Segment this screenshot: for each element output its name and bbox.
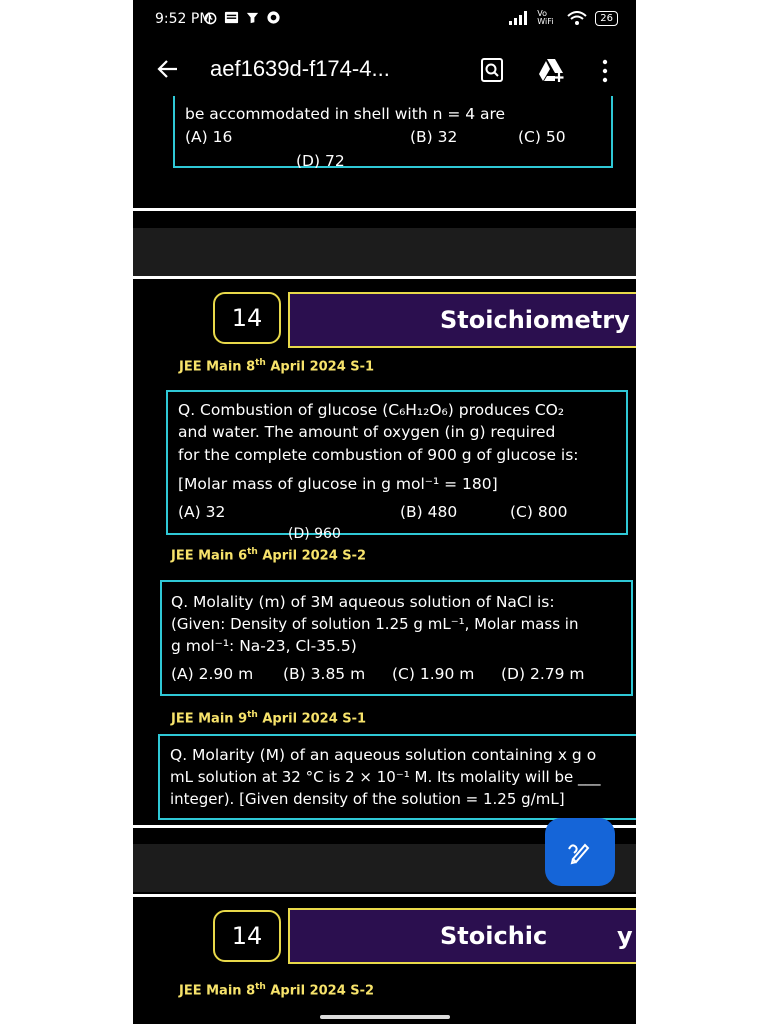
battery-indicator: 26 [595, 11, 618, 26]
chapter-title-box [288, 908, 636, 964]
option-d: (D) 2.79 m [501, 665, 585, 683]
page-divider [133, 276, 636, 279]
option-c: (C) 50 [518, 128, 566, 146]
page-divider [133, 894, 636, 897]
status-bar [133, 0, 636, 42]
question-line: and water. The amount of oxygen (in g) required [178, 423, 556, 441]
prev-question-text: be accommodated in shell with n = 4 are [185, 105, 506, 123]
annotate-button[interactable] [545, 818, 615, 886]
question-line: integer). [Given density of the solution = 1.25 g/mL] [170, 790, 565, 808]
chapter-title-end: y [617, 922, 633, 950]
question-line: for the complete combustion of 900 g of glucose is: [178, 446, 579, 464]
chat-icon [266, 10, 281, 25]
option-a: (A) 2.90 m [171, 665, 254, 683]
app-bar [133, 42, 636, 100]
vowifi-label: Vo WiFi [537, 9, 554, 26]
option-c: (C) 800 [510, 503, 568, 521]
question-line: [Molar mass of glucose in g mol⁻¹ = 180] [178, 475, 498, 493]
more-options-icon[interactable] [601, 59, 609, 83]
chapter-number-box [213, 292, 281, 344]
option-c: (C) 1.90 m [392, 665, 475, 683]
question-line: g mol⁻¹: Na-23, Cl-35.5) [171, 637, 357, 655]
question-line: mL solution at 32 °C is 2 × 10⁻¹ M. Its molality will be ___ [170, 768, 601, 786]
question-line: (Given: Density of solution 1.25 g mL⁻¹, Molar mass in [171, 615, 579, 633]
page-gap [133, 228, 636, 276]
signal-icon [509, 11, 529, 25]
exam-tag: JEE Main 9th April 2024 S-1 [171, 710, 367, 727]
status-notification-icons [203, 10, 281, 25]
option-d: (D) 72 [296, 152, 345, 170]
question-line: Q. Combustion of glucose (C₆H₁₂O₆) produces CO₂ [178, 401, 565, 419]
page-divider [133, 208, 636, 211]
option-d: (D) 960 [288, 526, 341, 542]
back-arrow-icon[interactable] [155, 56, 181, 82]
question-line: Q. Molality (m) of 3M aqueous solution of NaCl is: [171, 593, 555, 611]
search-in-document-icon[interactable] [479, 57, 505, 83]
option-b: (B) 32 [410, 128, 458, 146]
exam-tag: JEE Main 8th April 2024 S-2 [179, 982, 375, 999]
screen-icon [224, 10, 239, 25]
wifi-icon [567, 11, 587, 26]
option-a: (A) 32 [178, 503, 226, 521]
chapter-title: Stoichiometry [440, 306, 630, 334]
gesture-navigation-bar[interactable] [320, 1015, 450, 1019]
chapter-number: 14 [231, 304, 263, 332]
add-to-drive-icon[interactable] [538, 57, 566, 83]
edit-pen-icon [565, 837, 595, 867]
chapter-title-box [288, 292, 636, 348]
chapter-number: 14 [231, 922, 263, 950]
status-system-icons [509, 10, 618, 26]
chapter-title-start: Stoichic [440, 922, 548, 950]
chapter-number-box [213, 910, 281, 962]
question-line: Q. Molarity (M) of an aqueous solution containing x g o [170, 746, 597, 764]
exam-tag: JEE Main 8th April 2024 S-1 [179, 358, 375, 375]
alarm-icon [203, 10, 218, 25]
exam-tag: JEE Main 6th April 2024 S-2 [171, 547, 367, 564]
option-b: (B) 3.85 m [283, 665, 366, 683]
document-title: aef1639d-f174-4... [210, 56, 390, 81]
option-a: (A) 16 [185, 128, 233, 146]
funnel-icon [245, 10, 260, 25]
status-time: 9:52 PM [155, 11, 212, 27]
phone-screen [133, 0, 636, 1024]
option-b: (B) 480 [400, 503, 458, 521]
